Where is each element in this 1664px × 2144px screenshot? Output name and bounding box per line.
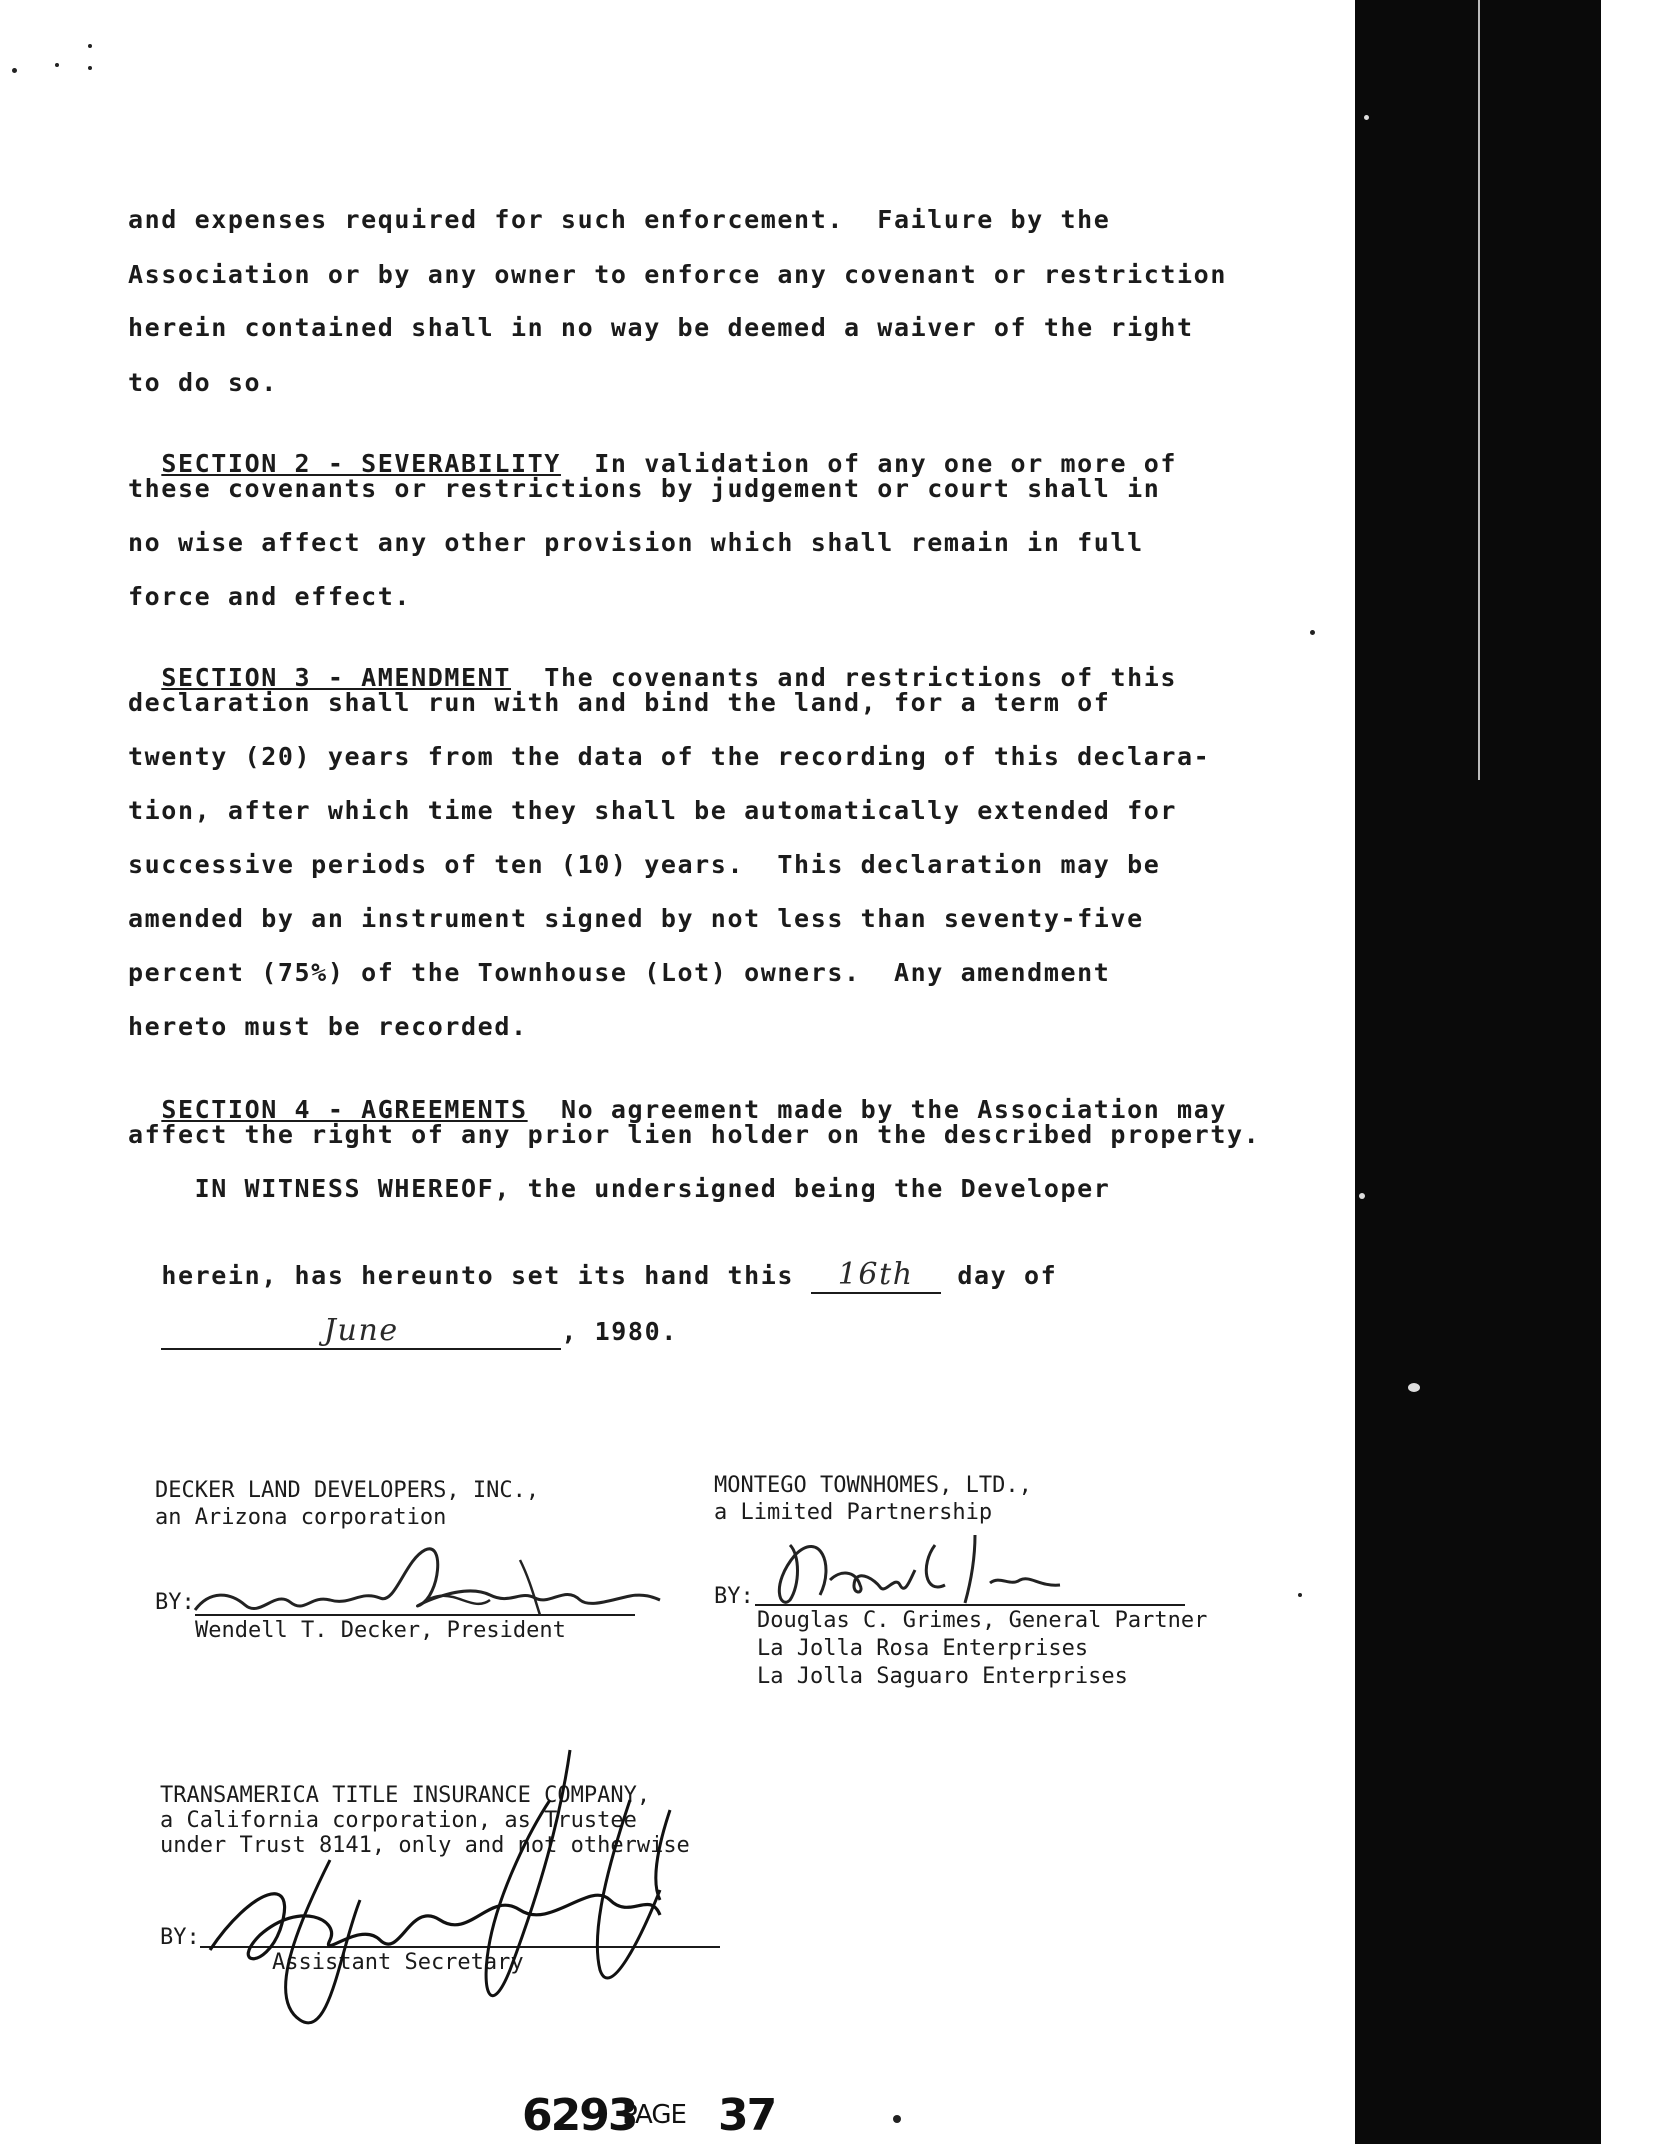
witness-text: day of — [940, 1261, 1058, 1290]
section-3-first-line — [128, 634, 1177, 692]
decker-signer-name: Wendell T. Decker, President — [195, 1618, 566, 1643]
transamerica-signer-title: Assistant Secretary — [272, 1950, 524, 1975]
witness-line: IN WITNESS WHEREOF, the undersigned being the Developer — [128, 1174, 1111, 1203]
section-2-first-line — [128, 420, 1177, 478]
scan-speck — [55, 63, 59, 67]
body-line: to do so. — [128, 368, 278, 397]
decker-signature — [190, 1520, 670, 1640]
section-2-heading: SECTION 2 - SEVERABILITY — [161, 449, 561, 478]
body-line: herein contained shall in no way be deemed a waiver of the right — [128, 313, 1194, 342]
witness-text: herein, has hereunto set its hand this — [161, 1261, 811, 1290]
montego-entity-1: La Jolla Rosa Enterprises — [757, 1636, 1089, 1661]
body-line: Association or by any owner to enforce any covenant or restriction — [128, 260, 1227, 289]
scan-speck — [1364, 115, 1369, 120]
body-line: successive periods of ten (10) years. This declaration may be — [128, 850, 1161, 879]
transamerica-trust: under Trust 8141, only and not otherwise — [160, 1833, 690, 1858]
scan-speck — [893, 2115, 901, 2123]
body-line: these covenants or restrictions by judgement or court shall in — [128, 474, 1161, 503]
month-field: June — [161, 1313, 561, 1350]
body-line: twenty (20) years from the data of the recording of this declara- — [128, 742, 1211, 771]
body-text: No agreement made by the Association may — [527, 1095, 1227, 1124]
scanner-edge-line — [1478, 0, 1480, 780]
body-line: hereto must be recorded. — [128, 1012, 528, 1041]
body-line: no wise affect any other provision which shall remain in full — [128, 528, 1144, 557]
montego-description: a Limited Partnership — [714, 1500, 993, 1525]
body-text: In validation of any one or more of — [560, 449, 1178, 478]
montego-company: MONTEGO TOWNHOMES, LTD., — [714, 1473, 1032, 1498]
body-line: and expenses required for such enforcement. Failure by the — [128, 205, 1111, 234]
decker-description: an Arizona corporation — [155, 1505, 447, 1530]
body-line: amended by an instrument signed by not less than seventy-five — [128, 904, 1144, 933]
book-number: 6293 — [522, 2090, 637, 2141]
body-line: percent (75%) of the Townhouse (Lot) owners. Any amendment — [128, 958, 1111, 987]
scan-speck — [1310, 630, 1315, 635]
montego-entity-2: La Jolla Saguaro Enterprises — [757, 1664, 1128, 1689]
page-label: PAGE — [622, 2100, 686, 2130]
transamerica-description: a California corporation, as Trustee — [160, 1808, 637, 1833]
montego-signer-name: Douglas C. Grimes, General Partner — [757, 1608, 1208, 1633]
transamerica-company: TRANSAMERICA TITLE INSURANCE COMPANY, — [160, 1783, 651, 1808]
body-line: affect the right of any prior lien holder on the described property. — [128, 1120, 1261, 1149]
montego-signature — [760, 1525, 1080, 1615]
scan-speck — [12, 68, 17, 73]
montego-by-label: BY: — [714, 1584, 754, 1609]
transamerica-signature — [190, 1740, 750, 2040]
year-text: , 1980. — [561, 1317, 678, 1346]
section-4-heading: SECTION 4 - AGREEMENTS — [161, 1095, 528, 1124]
day-field: 16th — [811, 1257, 941, 1294]
decker-company: DECKER LAND DEVELOPERS, INC., — [155, 1478, 540, 1503]
scan-speck — [88, 44, 92, 48]
page-number: 37 — [718, 2090, 776, 2141]
decker-by-label: BY: — [155, 1590, 195, 1615]
scan-speck — [1359, 1193, 1365, 1199]
body-text: The covenants and restrictions of this — [511, 663, 1178, 692]
witness-month-line — [128, 1284, 678, 1350]
scan-speck — [1408, 1383, 1420, 1392]
scan-speck — [88, 66, 92, 70]
scan-speck — [1298, 1593, 1302, 1597]
section-4-first-line — [128, 1066, 1227, 1124]
body-line: force and effect. — [128, 582, 412, 611]
body-line: tion, after which time they shall be automatically extended for — [128, 796, 1178, 825]
section-3-heading: SECTION 3 - AMENDMENT — [161, 663, 511, 692]
transamerica-by-label: BY: — [160, 1925, 200, 1950]
body-line: declaration shall run with and bind the land, for a term of — [128, 688, 1111, 717]
